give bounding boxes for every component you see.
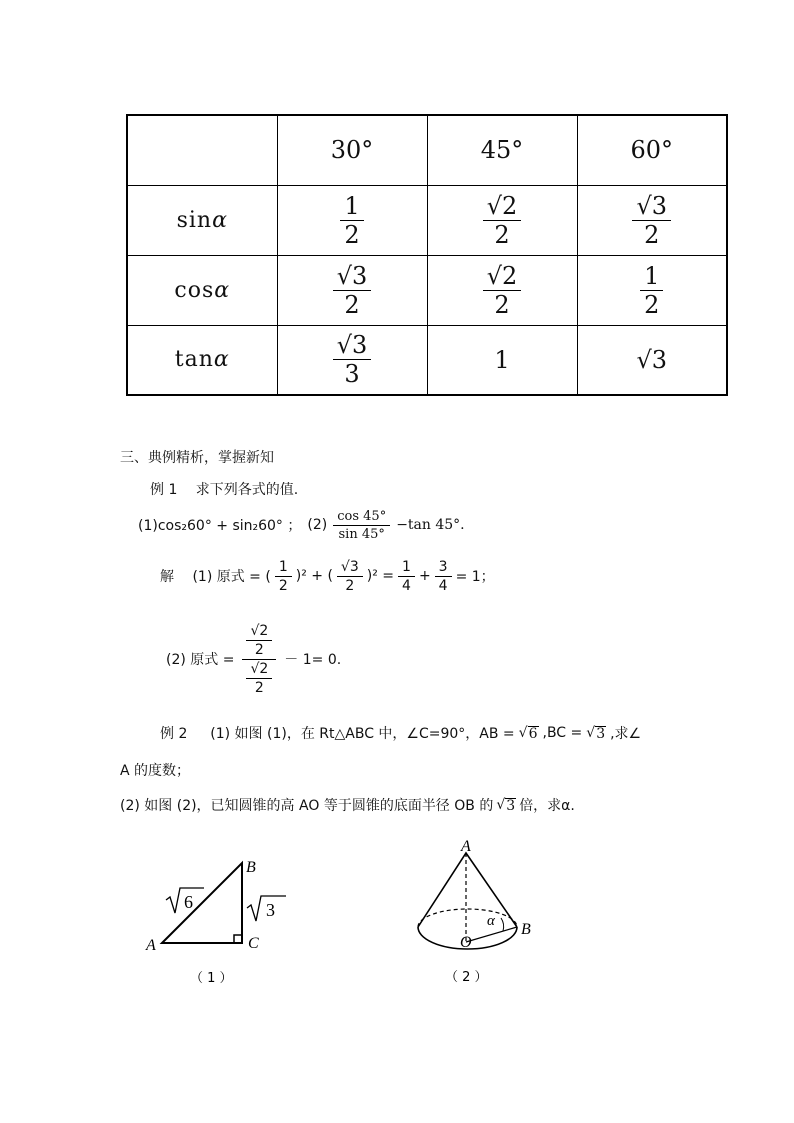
table-header-row [127,115,727,185]
example1-expr2-label: (2) [307,517,328,533]
cell-sin-45: $\frac{√2}{2}$ [427,185,577,255]
row-label-tan: tanα [127,325,277,395]
example1-solution2: (2) 原式 = $\frac{\frac{√2}{2}}{\frac{√2}{2}}$ － 1= 0. [166,622,342,696]
cell-tan-30: $\frac{√3}{3}$ [277,325,427,395]
cone-label-alpha: α [487,913,495,929]
hypotenuse-label [166,888,204,913]
cone-label-a: A [461,838,471,855]
cell-sin-30: $\frac{1}{2}$ [277,185,427,255]
cone-base-back [418,909,517,927]
cell-cos-30: $\frac{√3}{2}$ [277,255,427,325]
figure1-right-triangle [140,850,310,990]
vertex-label-a: A [146,937,156,954]
example1-expr2-tail: −tan 45°. [396,517,465,533]
section-heading: 三、典例精析，掌握新知 [120,450,274,466]
cell-tan-60: √3 [577,325,727,395]
row-label-sin: sinα [127,185,277,255]
example1-expr1: (1)cos₂60° + sin₂60° ； [138,518,302,534]
vertex-label-b: B [246,859,256,876]
cell-sin-60: $\frac{√3}{2}$ [577,185,727,255]
svg-text:6: 6 [184,892,193,912]
example2-line3: (2) 如图 (2)，已知圆锥的高 AO 等于圆锥的底面半径 OB 的 √ 3 倍，求α. [120,796,575,814]
cone-slant-sides [418,853,517,927]
svg-text:3: 3 [266,900,275,920]
table-row-tan [127,325,727,395]
table-corner-cell [127,115,277,185]
header-60: 60° [577,115,727,185]
alpha-angle-arc [501,918,504,931]
header-45: 45° [427,115,577,185]
example1-solution1: 解 (1) 原式 = ( $\frac{1}{2}$ )² + ( $\frac{√3}{2}$ )² = $\frac{1}{4}$ + $\frac{3}{4}$ = 1； [160,558,495,594]
header-30: 30° [277,115,427,185]
cell-cos-45: $\frac{√2}{2}$ [427,255,577,325]
table-row-sin [127,185,727,255]
cone-label-o: O [460,934,472,951]
example1-expressions [138,510,465,540]
example2-line1: 例 2 (1) 如图 (1)，在 Rt△ABC 中，∠C=90°，AB = √ 6 ,BC = √ 3 ,求∠ [160,724,642,742]
trig-values-table [126,114,728,396]
example1-title: 例 1 求下列各式的值. [150,482,299,498]
cone-label-b: B [521,921,531,938]
leg-label [247,896,286,921]
vertex-label-c: C [248,935,259,952]
example2-line2: A 的度数； [120,763,191,779]
figure1-caption: （ 1 ） [190,971,233,986]
figure2-caption: （ 2 ） [445,970,488,985]
triangle-shape [162,863,242,943]
compound-fraction: $\frac{\frac{√2}{2}}{\frac{√2}{2}}$ [242,624,276,695]
cell-cos-60: $\frac{1}{2}$ [577,255,727,325]
figure2-cone [405,835,555,995]
table-row-cos [127,255,727,325]
example1-expr2-fraction: $\frac{\cos 45^\circ}{\sin 45^\circ}$ [333,510,390,541]
right-angle-mark [234,935,242,943]
row-label-cos: cosα [127,255,277,325]
cell-tan-45: 1 [427,325,577,395]
